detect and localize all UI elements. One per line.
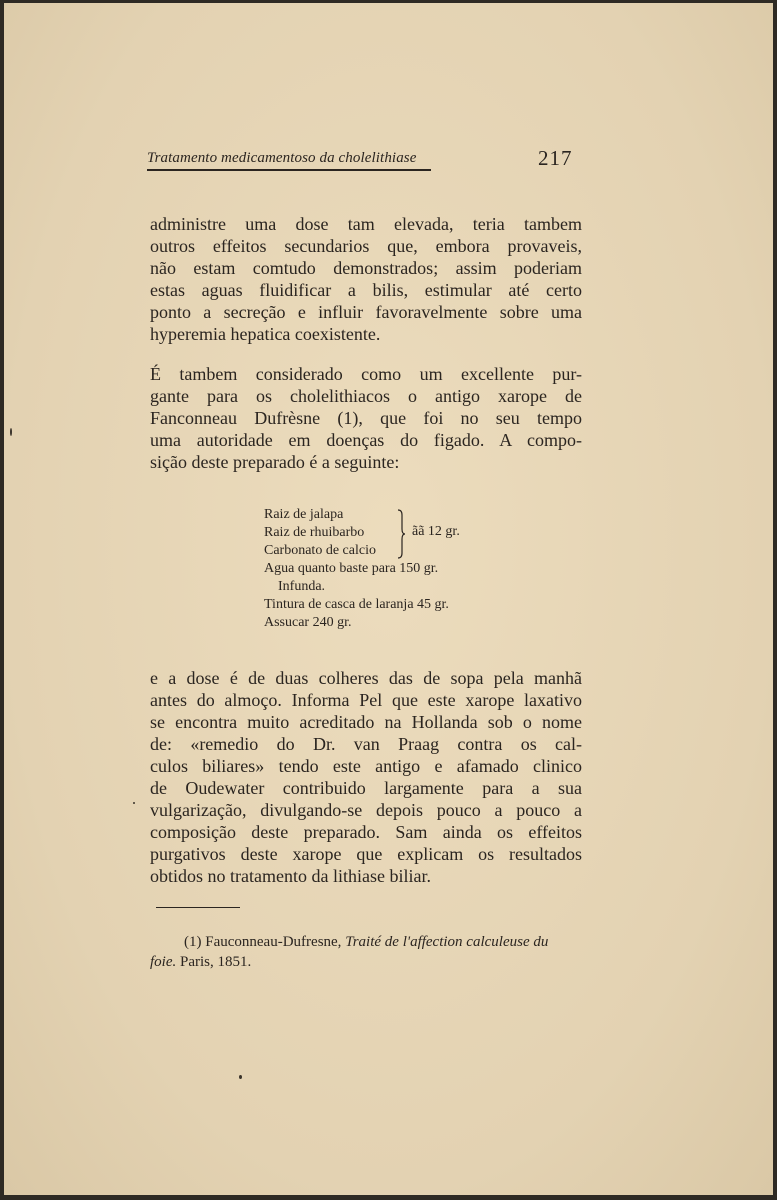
paragraph-line: antes do almoço. Informa Pel que este xarope laxativo	[150, 690, 582, 710]
running-head: Tratamento medicamentoso da cholelithiase	[147, 150, 417, 166]
recipe-ingredient: Raiz de jalapa	[264, 507, 344, 522]
header-rule	[147, 169, 431, 171]
paragraph-line: gante para os cholelithiacos o antigo xarope de	[150, 386, 582, 406]
page-number: 217	[538, 146, 573, 170]
recipe-line	[264, 506, 449, 524]
paragraph-line: se encontra muito acreditado na Hollanda sob o nome	[150, 712, 582, 732]
footnote-line	[150, 932, 582, 952]
paragraph-line: de: «remedio do Dr. van Praag contra os cal-	[150, 734, 582, 754]
grouping-brace	[396, 509, 406, 559]
footnote-author: (1) Fauconneau-Dufresne,	[184, 934, 342, 950]
paragraph-line: vulgarização, divulgando-se depois pouco a pouco a	[150, 800, 582, 820]
grouped-quantity: ãã 12 gr.	[412, 524, 460, 539]
recipe-ingredient: Raiz de rhuibarbo	[264, 525, 365, 540]
footnote-rule	[156, 907, 240, 908]
footnote-place-date: Paris, 1851.	[180, 954, 252, 970]
footnote-title: Traité de l'affection calculeuse du	[345, 934, 549, 950]
paragraph-line: estas aguas fluidificar a bilis, estimular até certo	[150, 280, 582, 300]
paragraph-2	[150, 363, 582, 473]
paragraph-line: uma autoridade em doenças do figado. A compo-	[150, 430, 582, 450]
paragraph-line: administre uma dose tam elevada, teria tambem	[150, 214, 582, 234]
paragraph-line: de Oudewater contribuido largamente para a sua	[150, 778, 582, 798]
recipe-line: Infunda.	[278, 579, 326, 594]
paragraph-line: É tambem considerado como um excellente pur-	[150, 364, 582, 384]
footnote-line	[150, 952, 582, 972]
paragraph-line: hyperemia hepatica coexistente.	[150, 324, 381, 344]
paragraph-1	[150, 213, 582, 345]
recipe-line: Agua quanto baste para 150 gr.	[264, 561, 439, 576]
paragraph-line: culos biliares» tendo este antigo e afamado clinico	[150, 756, 582, 776]
recipe-line: Assucar 240 gr.	[264, 615, 352, 630]
paragraph-line: e a dose é de duas colheres das de sopa pela manhã	[150, 668, 582, 688]
paper-speck	[10, 428, 12, 436]
paragraph-line: não estam comtudo demonstrados; assim poderiam	[150, 258, 582, 278]
footnote-title-end: foie.	[150, 954, 177, 970]
paragraph-line: composição deste preparado. Sam ainda os effeitos	[150, 822, 582, 842]
recipe-line	[264, 542, 449, 560]
paragraph-line: purgativos deste xarope que explicam os resultados	[150, 844, 582, 864]
paper-speck	[239, 1075, 242, 1079]
recipe-ingredient: Carbonato de calcio	[264, 543, 376, 558]
paragraph-line: sição deste preparado é a seguinte:	[150, 452, 400, 472]
paragraph-line: outros effeitos secundarios que, embora provaveis,	[150, 236, 582, 256]
book-page	[4, 3, 773, 1195]
recipe-line: Tintura de casca de laranja 45 gr.	[264, 597, 449, 612]
paragraph-line: obtidos no tratamento da lithiase biliar.	[150, 866, 431, 886]
footnote	[150, 932, 582, 972]
paragraph-3	[150, 667, 582, 887]
paragraph-line: ponto a secreção e influir favoravelmente sobre uma	[150, 302, 582, 322]
paper-speck	[133, 802, 135, 804]
paragraph-line: Fanconneau Dufrèsne (1), que foi no seu tempo	[150, 408, 582, 428]
